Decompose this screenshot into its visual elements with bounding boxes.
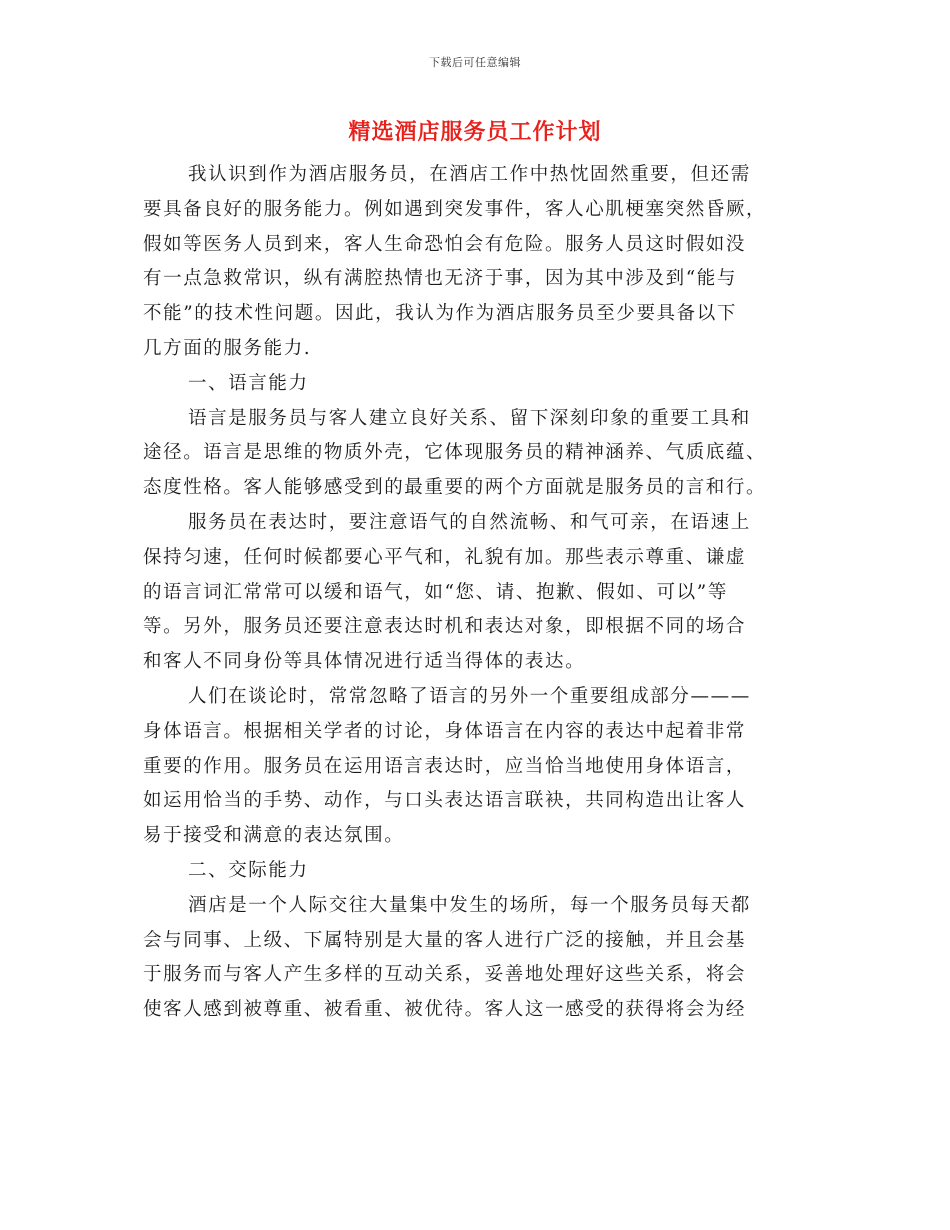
text-line: 和客人不同身份等具体情况进行适当得体的表达。 (143, 651, 586, 673)
text-line: 途径。语言是思维的物质外壳，它体现服务员的精神涵养、气质底蕴、 (143, 442, 767, 464)
text-line: 要具备良好的服务能力。例如遇到突发事件，客人心肌梗塞突然昏厥， (143, 198, 767, 220)
text-line: 重要的作用。服务员在运用语言表达时，应当恰当地使用身体语言， (143, 755, 747, 777)
text-line: 使客人感到被尊重、被看重、被优待。客人这一感受的获得将会为经 (143, 999, 747, 1021)
text-line: 态度性格。客人能够感受到的最重要的两个方面就是服务员的言和行。 (143, 477, 767, 499)
text-line: 人们在谈论时，常常忽略了语言的另外一个重要组成部分——— (188, 685, 751, 707)
text-line: 服务员在表达时，要注意语气的自然流畅、和气可亲，在语速上 (188, 511, 751, 533)
header-note: 下载后可任意编辑 (429, 56, 521, 69)
text-line: 几方面的服务能力. (143, 337, 312, 359)
text-line: 的语言词汇常常可以缓和语气，如“您、请、抱歉、假如、可以”等 (143, 581, 728, 603)
text-line: 如运用恰当的手势、动作，与口头表达语言联袂，共同构造出让客人 (143, 790, 747, 812)
text-line: 保持匀速，任何时候都要心平气和，礼貌有加。那些表示尊重、谦虚 (143, 546, 747, 568)
text-line: 二、交际能力 (188, 859, 309, 881)
text-line: 等。另外，服务员还要注意表达时机和表达对象，即根据不同的场合 (143, 616, 747, 638)
text-line: 酒店是一个人际交往大量集中发生的场所，每一个服务员每天都 (188, 894, 751, 916)
text-line: 我认识到作为酒店服务员，在酒店工作中热忱固然重要，但还需 (188, 164, 751, 185)
text-line: 于服务而与客人产生多样的互动关系，妥善地处理好这些关系，将会 (143, 964, 747, 986)
text-line: 一、语言能力 (188, 372, 309, 394)
document-body (143, 158, 799, 1028)
text-line: 会与同事、上级、下属特别是大量的客人进行广泛的接触，并且会基 (143, 929, 747, 951)
text-line: 语言是服务员与客人建立良好关系、留下深刻印象的重要工具和 (188, 407, 751, 429)
text-line: 有一点急救常识，纵有满腔热情也无济于事，因为其中涉及到“能与 (143, 268, 737, 290)
text-line: 假如等医务人员到来，客人生命恐怕会有危险。服务人员这时假如没 (143, 233, 747, 255)
text-line: 不能”的技术性问题。因此，我认为作为酒店服务员至少要具备以下 (143, 303, 737, 325)
document-title: 精选酒店服务员工作计划 (348, 119, 602, 145)
text-line: 易于接受和满意的表达氛围。 (143, 825, 405, 847)
text-line: 身体语言。根据相关学者的讨论，身体语言在内容的表达中起着非常 (143, 720, 747, 742)
